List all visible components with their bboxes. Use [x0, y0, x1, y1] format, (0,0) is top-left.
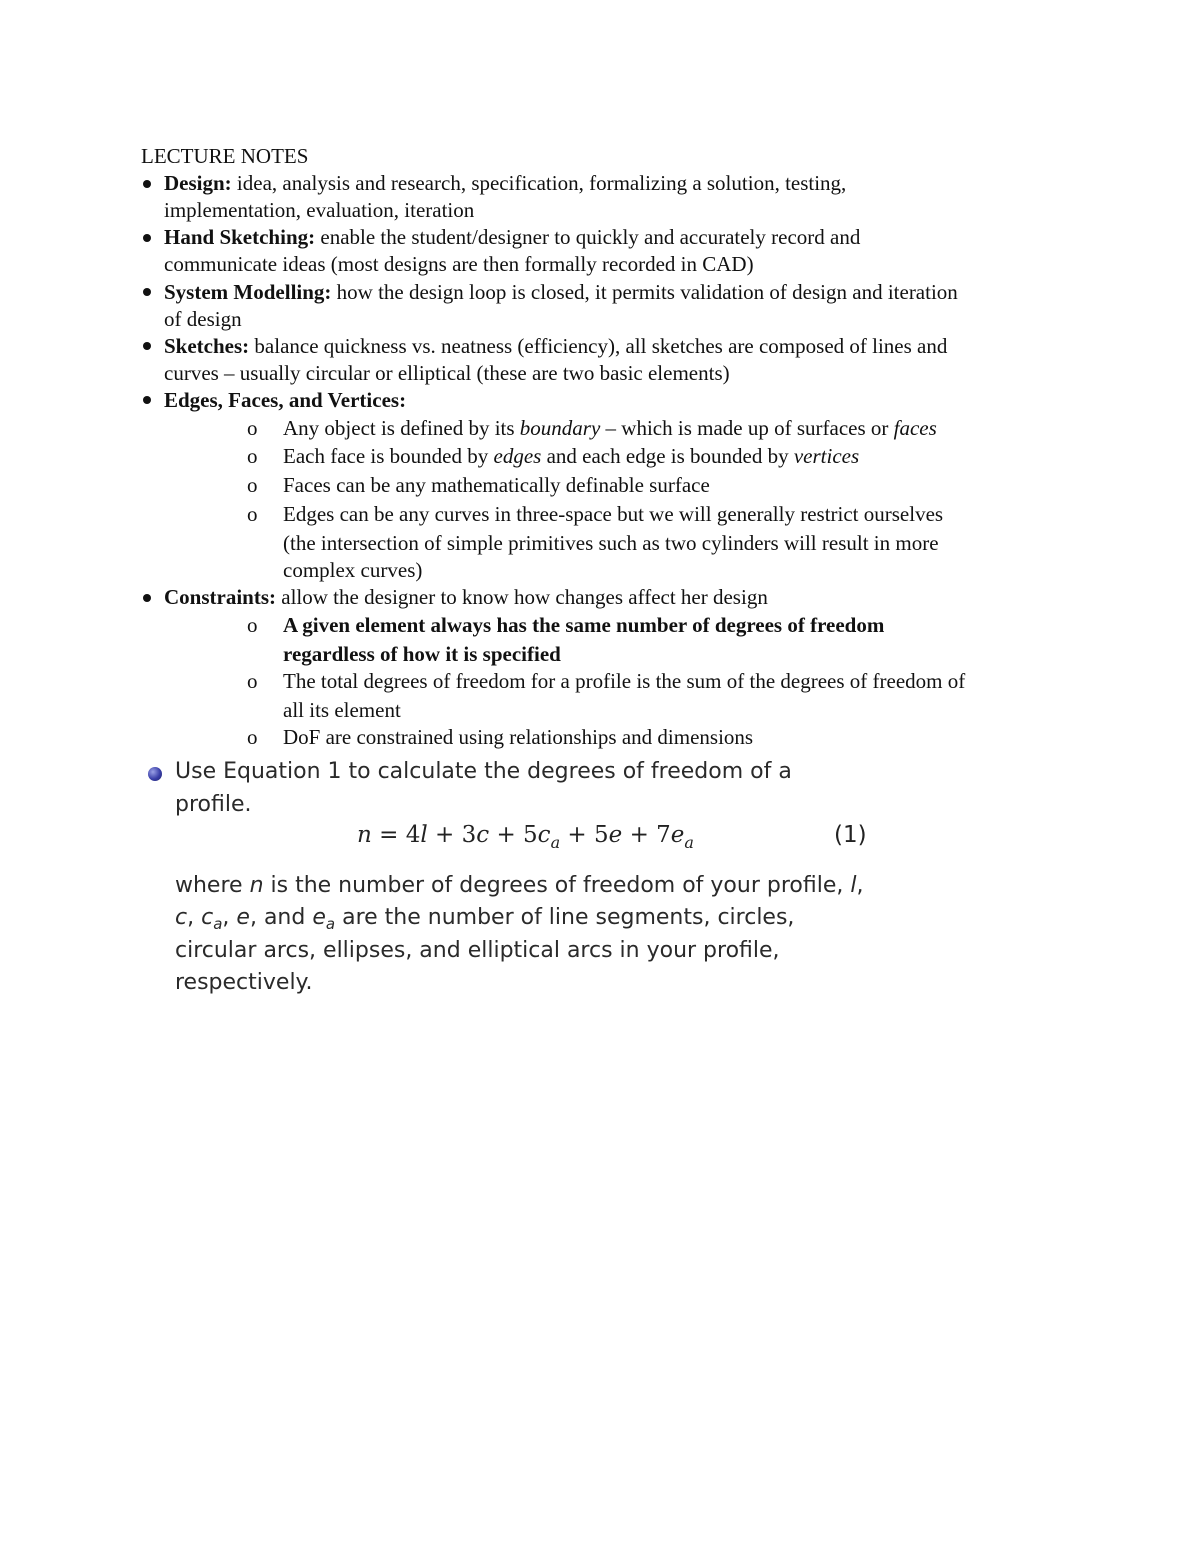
- slide-text-line: [175, 905, 794, 934]
- text: a: [325, 915, 336, 934]
- text: faces: [893, 416, 937, 440]
- text: c: [201, 905, 214, 930]
- page-title: LECTURE NOTES: [141, 144, 309, 168]
- text: is the number of degrees of freedom of your profile,: [263, 873, 851, 898]
- text: ,: [187, 905, 202, 930]
- term: Design:: [164, 171, 232, 195]
- sub-marker: o: [247, 725, 258, 749]
- list-item-sketches: [164, 333, 1064, 387]
- text: a: [213, 915, 223, 934]
- text: e: [236, 905, 250, 930]
- eq-op: + 5: [489, 822, 538, 848]
- sub-marker: o: [247, 669, 258, 693]
- list-item-design: [164, 170, 1064, 224]
- term: Sketches:: [164, 334, 250, 358]
- eq-var: e: [608, 822, 623, 848]
- text: e: [312, 905, 326, 930]
- slide-bullet-icon: [148, 767, 162, 781]
- sub-item: [283, 668, 1063, 724]
- bullet: [143, 288, 151, 296]
- sub-item: [283, 501, 1063, 584]
- sub-item: DoF are constrained using relationships and dimensions: [283, 725, 754, 749]
- eq-op: + 5: [560, 822, 609, 848]
- item-text: enable the student/designer to quickly and accurately record and: [315, 225, 861, 249]
- sub-marker: o: [247, 502, 258, 526]
- list-item-line: of design: [164, 307, 242, 331]
- text: A given element always has the same number of degrees of freedom: [283, 613, 885, 637]
- term: System Modelling:: [164, 280, 332, 304]
- text: (the intersection of simple primitives such as two cylinders will result in more: [283, 531, 939, 555]
- text: Edges can be any curves in three-space but we will generally restrict ourselves: [283, 502, 944, 526]
- term: Edges, Faces, and Vertices:: [164, 388, 407, 412]
- bullet: [143, 594, 151, 602]
- list-item-line: [164, 170, 1064, 197]
- text: c: [175, 905, 188, 930]
- slide-text-line: Use Equation 1 to calculate the degrees of freedom of a: [175, 759, 792, 784]
- list-item-line: implementation, evaluation, iteration: [164, 198, 475, 222]
- text: n: [249, 873, 264, 898]
- text: ,: [856, 873, 864, 898]
- text: complex curves): [283, 558, 423, 582]
- eq-var: n: [357, 822, 372, 848]
- item-text: how the design loop is closed, it permits validation of design and iteration: [331, 280, 958, 304]
- text: where: [175, 873, 250, 898]
- eq-op: = 4: [371, 822, 421, 848]
- text: are the number of line segments, circles,: [335, 905, 795, 930]
- text: , and: [249, 905, 313, 930]
- text: – which is made up of surfaces or: [600, 416, 894, 440]
- slide-text-line: profile.: [175, 792, 252, 817]
- sub-item: [283, 415, 1063, 442]
- list-item-line: curves – usually circular or elliptical (these are two basic elements): [164, 361, 730, 385]
- eq-var: c: [537, 822, 551, 848]
- text: Each face is bounded by: [283, 444, 494, 468]
- sub-marker: o: [247, 416, 258, 440]
- sub-item: Faces can be any mathematically definable surface: [283, 473, 710, 497]
- text: boundary: [519, 416, 601, 440]
- bullet: [143, 180, 151, 188]
- slide-text-line: respectively.: [175, 970, 313, 995]
- text: edges: [493, 444, 542, 468]
- eq-var: l: [420, 822, 428, 848]
- list-item-system-modelling: [164, 279, 1064, 333]
- bullet: [143, 342, 151, 350]
- eq-sub: a: [684, 832, 694, 852]
- sub-marker: o: [247, 473, 258, 497]
- term: Constraints:: [164, 585, 277, 609]
- text: The total degrees of freedom for a profile is the sum of the degrees of freedom of: [283, 669, 966, 693]
- eq-op: + 3: [427, 822, 477, 848]
- slide-text-line: [175, 873, 863, 898]
- eq-var: e: [670, 822, 685, 848]
- sub-marker: o: [247, 613, 258, 637]
- slide-text-line: circular arcs, ellipses, and elliptical arcs in your profile,: [175, 938, 780, 963]
- term: Hand Sketching:: [164, 225, 316, 249]
- text: Any object is defined by its: [283, 416, 520, 440]
- list-item-hand-sketching: [164, 224, 1064, 278]
- list-item-line: [164, 224, 1064, 251]
- eq-var: c: [476, 822, 490, 848]
- text: all its element: [283, 698, 401, 722]
- text: regardless of how it is specified: [283, 642, 561, 666]
- item-text: allow the designer to know how changes affect her design: [276, 585, 768, 609]
- text: and each edge is bounded by: [541, 444, 794, 468]
- eq-op: + 7: [622, 822, 671, 848]
- item-text: balance quickness vs. neatness (efficiency), all sketches are composed of lines and: [249, 334, 948, 358]
- sub-item: [283, 612, 1063, 668]
- bullet: [143, 234, 151, 242]
- item-text: idea, analysis and research, specification, formalizing a solution, testing,: [231, 171, 847, 195]
- bullet: [143, 396, 151, 404]
- list-item-line: [164, 333, 1064, 360]
- list-item-constraints: [164, 584, 1064, 611]
- list-item-line: communicate ideas (most designs are then formally recorded in CAD): [164, 252, 754, 276]
- text: vertices: [793, 444, 860, 468]
- list-item-line: [164, 279, 1064, 306]
- text: l: [850, 873, 857, 898]
- list-item-edges-faces-vertices: [164, 387, 1064, 414]
- text: ,: [222, 905, 237, 930]
- sub-marker: o: [247, 444, 258, 468]
- equation-number: (1): [834, 822, 867, 848]
- eq-sub: a: [550, 832, 561, 852]
- sub-item: [283, 443, 1063, 470]
- equation: [357, 822, 694, 853]
